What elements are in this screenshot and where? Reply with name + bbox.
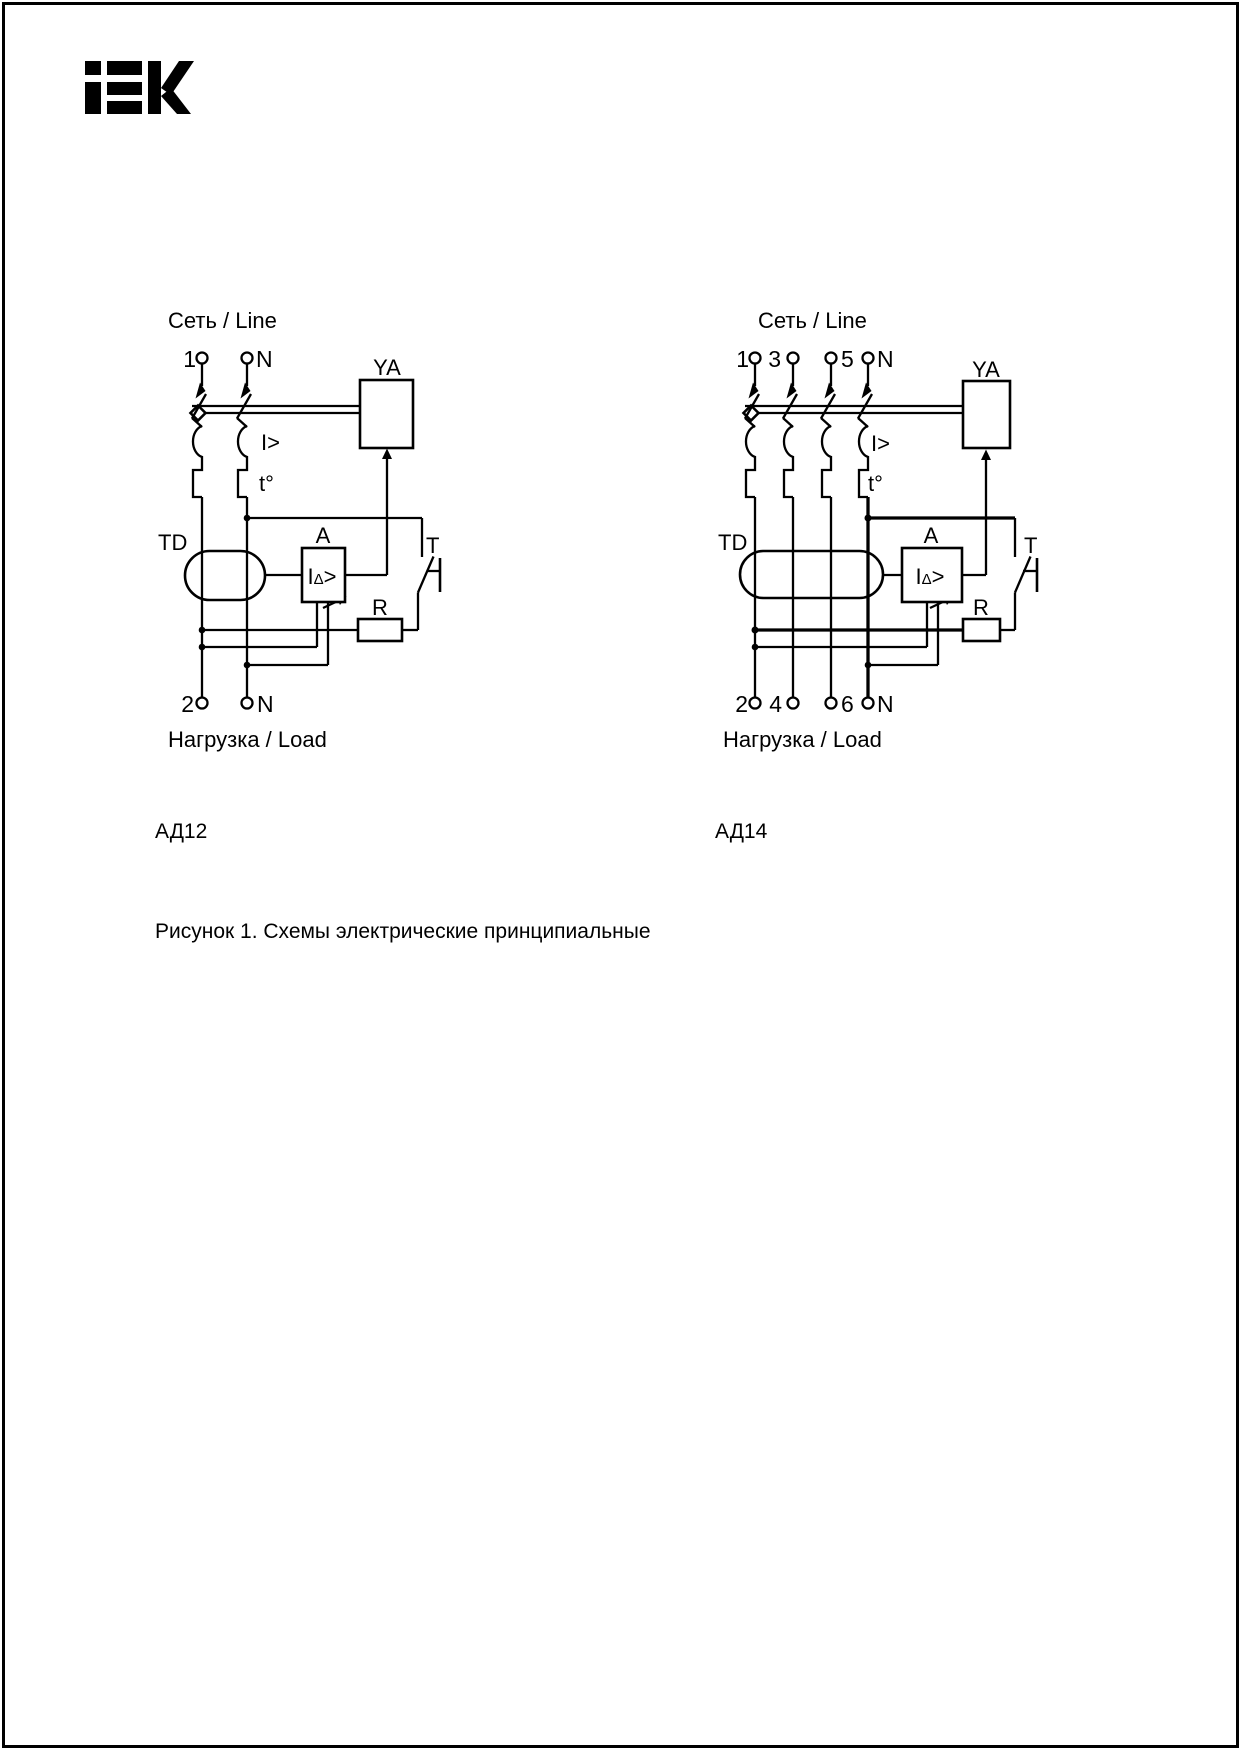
terminal-top-3: 3	[768, 346, 781, 372]
relay-label: A	[315, 523, 331, 548]
solenoid-box	[963, 381, 1010, 448]
thermal-label: t°	[868, 471, 883, 496]
terminal-top-n: N	[877, 346, 894, 372]
terminal-bottom-n: N	[877, 691, 894, 717]
solenoid-arrow	[981, 450, 991, 461]
test-button-label: T	[426, 533, 440, 558]
relay-function-label: IΔ>	[915, 564, 945, 589]
solenoid-label: YA	[373, 355, 401, 380]
overcurrent-label: I>	[871, 431, 890, 456]
differential-transformer	[740, 551, 883, 598]
solenoid-box	[360, 380, 413, 448]
transformer-label: TD	[718, 530, 748, 555]
load-label: Нагрузка / Load	[723, 727, 882, 752]
resistor-box	[358, 619, 402, 641]
test-button	[418, 557, 440, 593]
resistor-box	[963, 619, 1000, 641]
line-label: Сеть / Line	[168, 308, 277, 333]
pole-1	[192, 364, 206, 498]
pole-2	[783, 364, 797, 498]
transformer-label: TD	[158, 530, 188, 555]
diagram-ad14	[715, 308, 1037, 843]
junction-dots	[752, 515, 872, 669]
thermal-label: t°	[259, 471, 274, 496]
relay-function-label: IΔ>	[307, 564, 337, 589]
test-button	[1015, 557, 1037, 593]
solenoid-label: YA	[972, 357, 1000, 382]
solenoid-arrow	[382, 449, 392, 460]
terminal-bottom-2: 2	[735, 691, 748, 717]
pole-n	[237, 364, 251, 498]
resistor-label: R	[372, 595, 388, 620]
terminal-bottom-4: 4	[769, 691, 782, 717]
junction-dots	[199, 515, 251, 669]
diagram-ad12	[155, 308, 440, 843]
load-label: Нагрузка / Load	[168, 727, 327, 752]
diagram-name-ad12: АД12	[155, 820, 208, 843]
line-label: Сеть / Line	[758, 308, 867, 333]
terminal-bottom-2: 2	[181, 691, 194, 717]
diagram-name-ad14: АД14	[715, 820, 768, 843]
terminal-bottom-n: N	[257, 691, 274, 717]
pole-3	[821, 364, 835, 498]
terminal-top-1: 1	[183, 346, 196, 372]
resistor-label: R	[973, 595, 989, 620]
terminal-bottom-6: 6	[841, 691, 854, 717]
test-button-label: T	[1024, 533, 1038, 558]
terminal-top-n: N	[256, 346, 273, 372]
terminal-top-1: 1	[736, 346, 749, 372]
overcurrent-label: I>	[261, 430, 280, 455]
terminal-top-5: 5	[841, 346, 854, 372]
relay-label: A	[923, 523, 939, 548]
differential-transformer	[185, 551, 265, 600]
figure-caption: Рисунок 1. Схемы электрические принципиальные	[155, 920, 651, 943]
pole-1	[745, 364, 759, 498]
iek-logo	[85, 61, 194, 114]
